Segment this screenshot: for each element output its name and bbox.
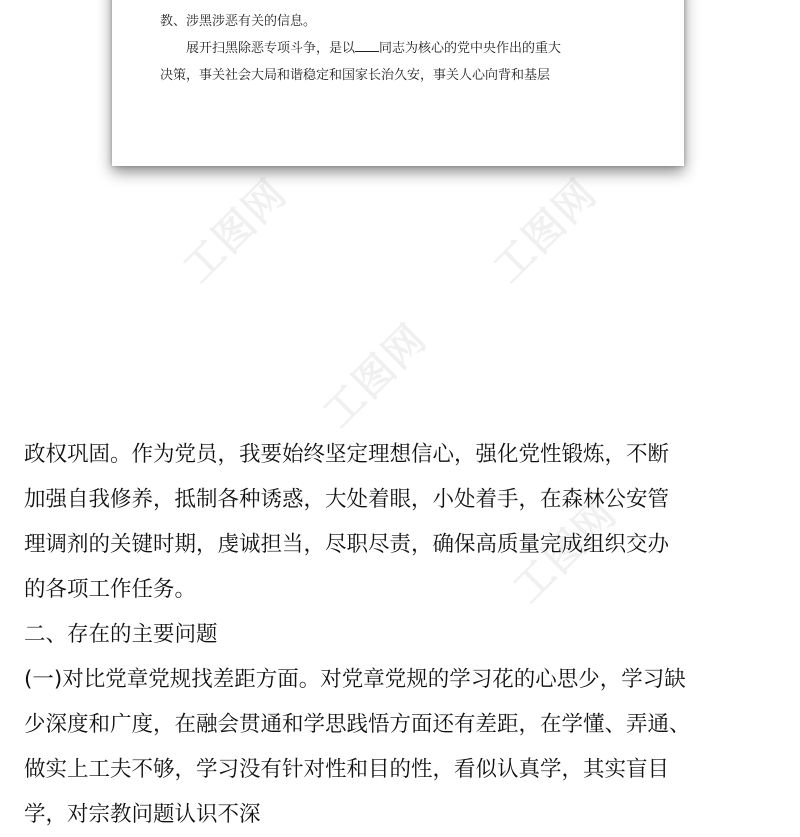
preview-text-segment: 同志为核心的党中央作出的重大 [379,41,562,56]
fill-in-blank [355,39,379,52]
document-preview-card [112,0,684,166]
body-line: 加强自我修养，抵制各种诱惑，大处着眼，小处着手，在森林公安管 [24,487,670,512]
watermark: 工图网 [314,315,437,437]
watermark: 工图网 [504,490,627,612]
body-line: 理调剂的关键时期，虔诚担当，尽职尽责，确保高质量完成组织交办 [24,532,670,557]
watermark: 工图网 [174,170,297,292]
preview-line: 教、涉黑涉恶有关的信息。 [160,14,317,29]
preview-text [160,8,600,89]
body-line: (一)对比党章党规找差距方面。对党章党规的学习花的心思少，学习缺 [24,667,686,692]
body-line: 少深度和广度，在融会贯通和学思践悟方面还有差距，在学懂、弄通、 [24,712,691,737]
watermark: 工图网 [484,170,607,292]
body-line: 的各项工作任务。 [24,577,197,602]
body-line: 政权巩固。作为党员，我要始终坚定理想信心，强化党性锻炼，不断 [24,442,670,467]
document-body [24,432,714,837]
preview-line [160,35,600,62]
preview-line: 决策，事关社会大局和谐稳定和国家长治久安，事关人心向背和基层 [160,68,551,83]
body-line: 学，对宗教问题认识不深 [24,802,261,827]
section-heading: 二、存在的主要问题 [24,622,218,647]
body-line: 做实上工夫不够，学习没有针对性和目的性，看似认真学，其实盲目 [24,757,670,782]
preview-text-segment: 展开扫黑除恶专项斗争，是以 [186,41,356,56]
